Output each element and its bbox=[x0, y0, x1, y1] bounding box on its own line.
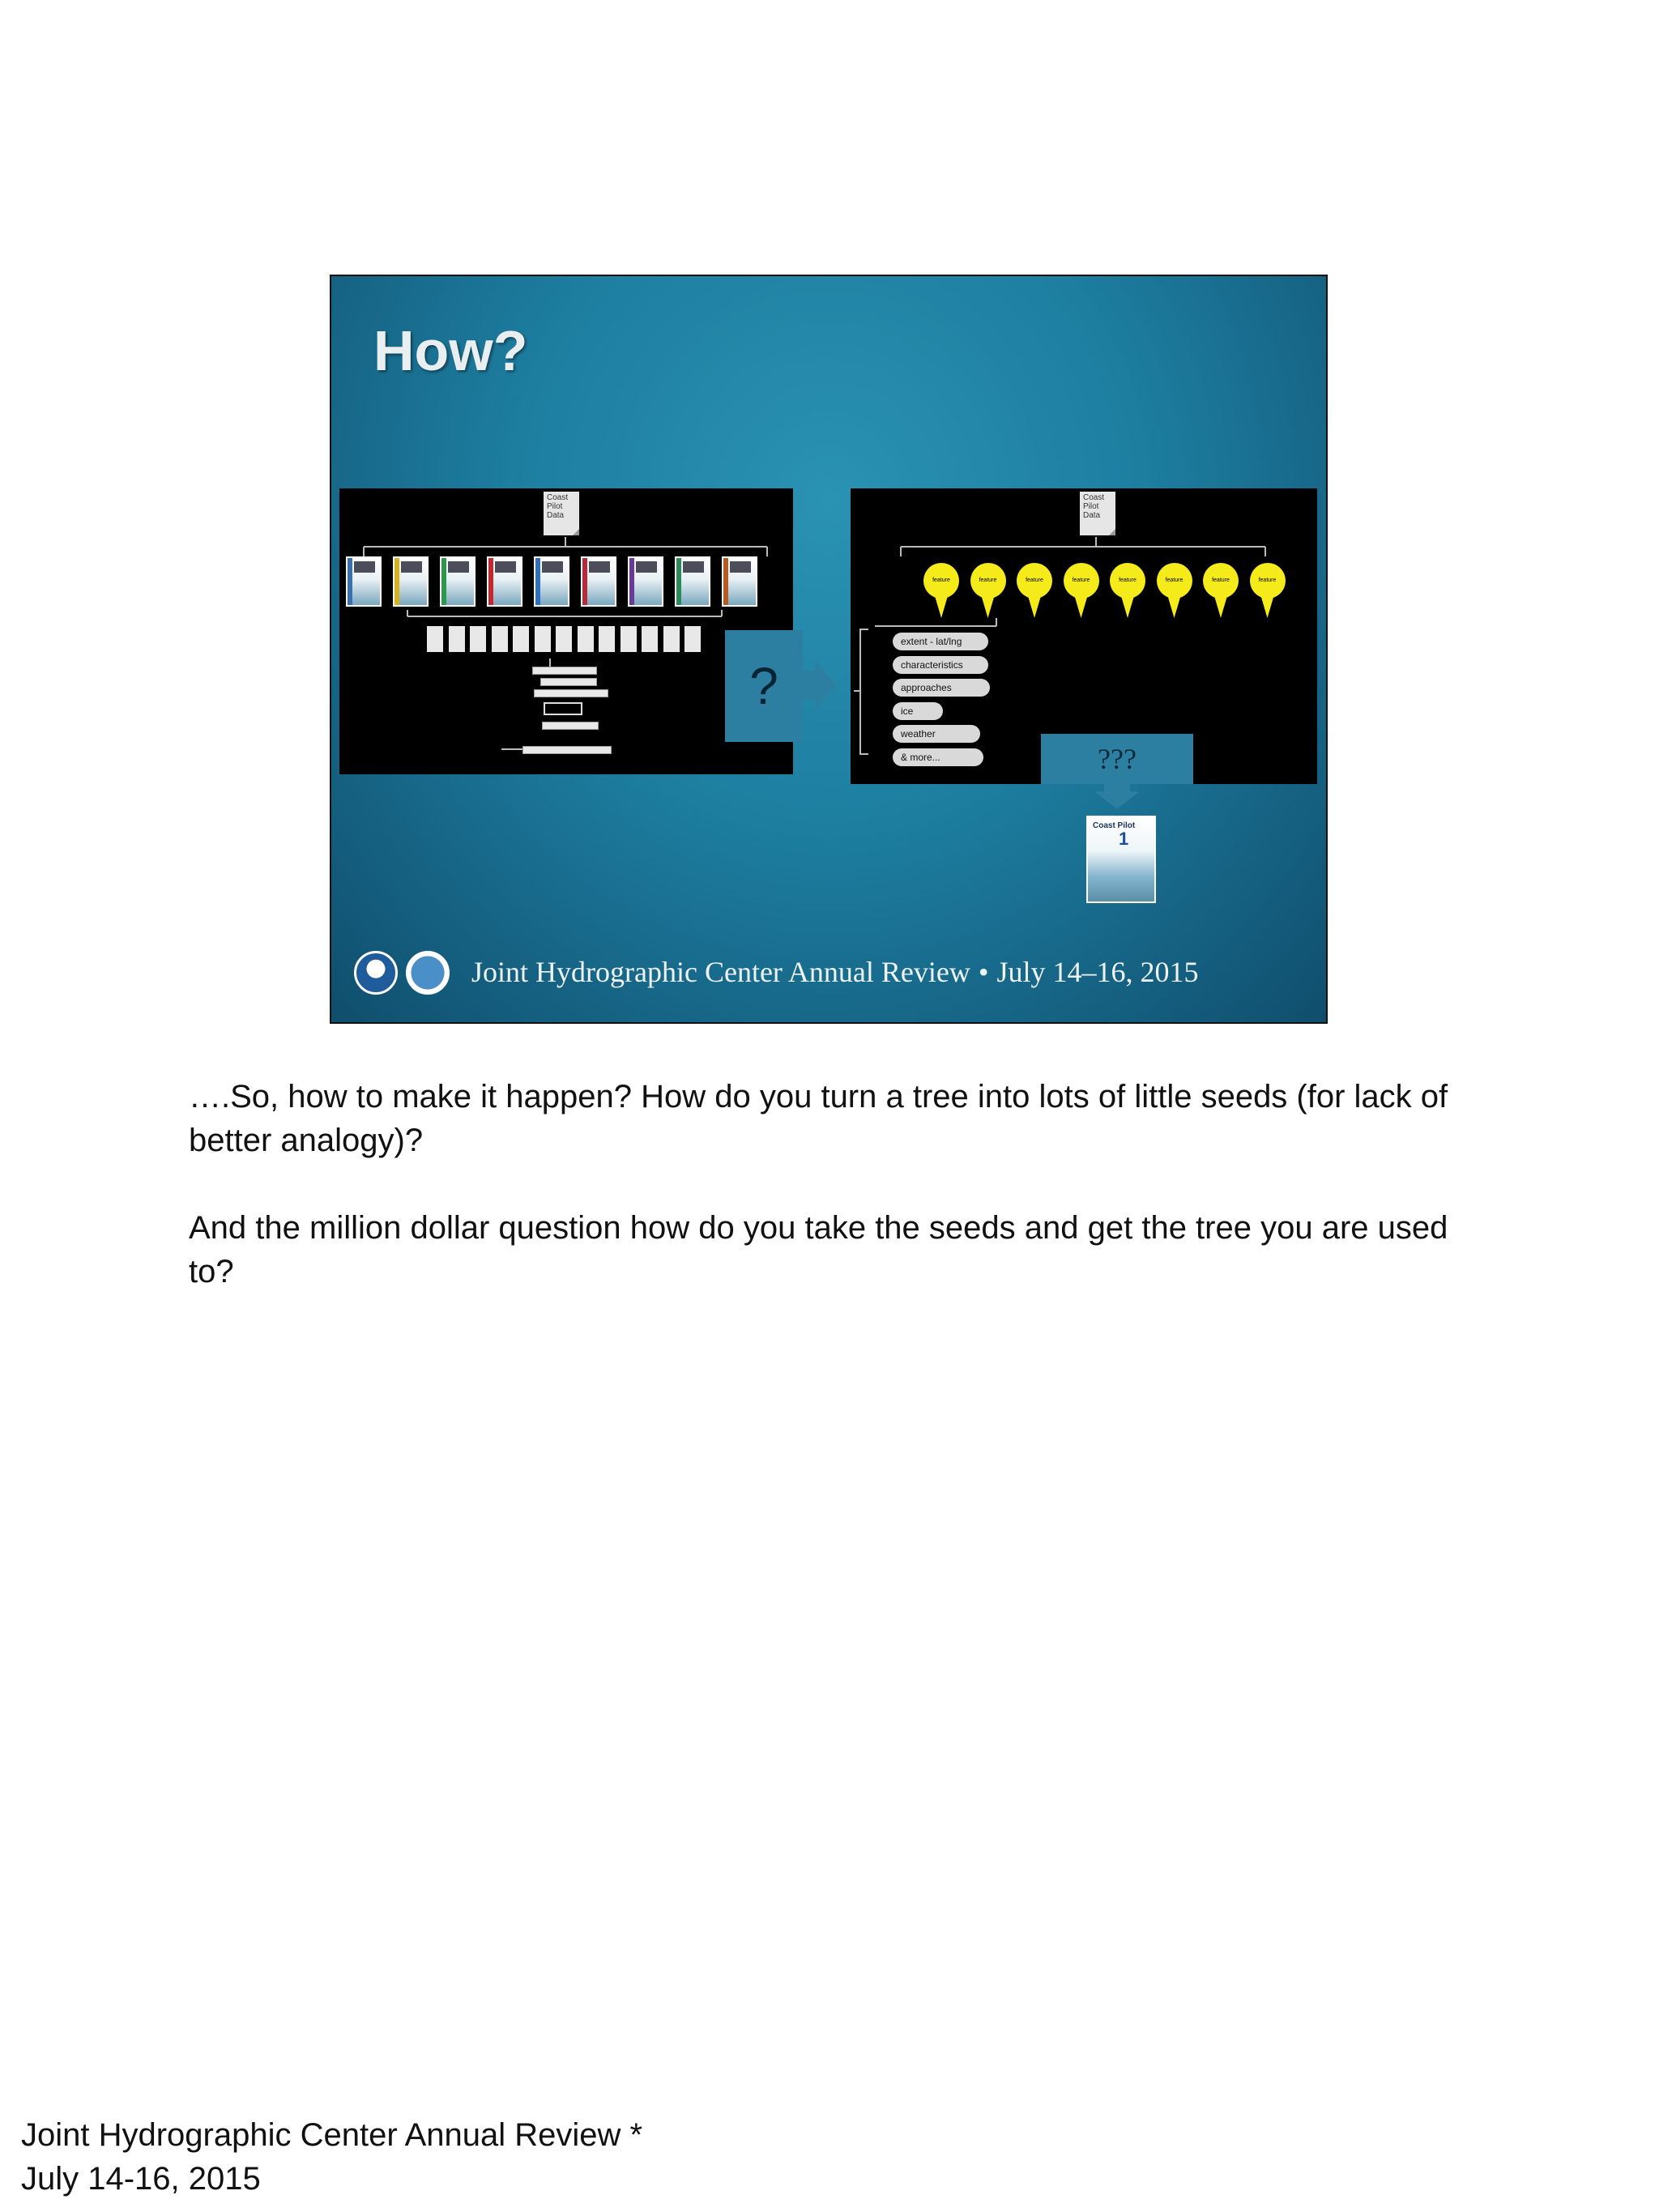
feature-pin-icon bbox=[970, 563, 1006, 620]
coast-pilot-book-cover bbox=[1086, 816, 1156, 903]
feature-pin-label: feature bbox=[970, 563, 1006, 599]
cover-title-mark bbox=[683, 561, 704, 573]
section-box bbox=[522, 746, 612, 754]
cover-title-mark bbox=[636, 561, 657, 573]
cover-band bbox=[488, 558, 493, 605]
down-arrow-icon bbox=[1095, 780, 1139, 809]
feature-pin-icon bbox=[1250, 563, 1286, 620]
attribute-pill: characteristics bbox=[893, 656, 988, 674]
chapter-document-icon bbox=[492, 626, 508, 652]
question-mark-box: ? bbox=[725, 630, 803, 742]
section-box bbox=[532, 667, 597, 675]
cover-title-mark bbox=[495, 561, 516, 573]
feature-pin-label: feature bbox=[1203, 563, 1239, 599]
slide-footer bbox=[471, 955, 1199, 989]
feature-pin-label: feature bbox=[1250, 563, 1286, 599]
volume-cover-icon bbox=[675, 556, 710, 607]
page-footer-line1: Joint Hydrographic Center Annual Review * bbox=[21, 2117, 643, 2153]
slide-image bbox=[330, 275, 1328, 1024]
book-number: 1 bbox=[1119, 829, 1129, 849]
cover-band bbox=[535, 558, 540, 605]
volume-cover-icon bbox=[440, 556, 476, 607]
cover-title-mark bbox=[730, 561, 751, 573]
cover-title-mark bbox=[589, 561, 610, 573]
root-document: Coast Pilot Data bbox=[544, 492, 579, 535]
book-title: Coast Pilot bbox=[1093, 821, 1136, 830]
volume-cover-icon bbox=[581, 556, 616, 607]
feature-pin-icon bbox=[1064, 563, 1099, 620]
chapter-document-icon bbox=[513, 626, 529, 652]
cover-band bbox=[441, 558, 446, 605]
attribute-pill: & more... bbox=[893, 748, 983, 766]
notes-paragraph: And the million dollar question how do you take the seeds and get the tree you are used to? bbox=[189, 1210, 1448, 1289]
cover-title-mark bbox=[448, 561, 469, 573]
chapter-document-icon bbox=[684, 626, 701, 652]
chapter-document-icon bbox=[556, 626, 572, 652]
cover-band bbox=[394, 558, 399, 605]
section-box bbox=[540, 678, 597, 686]
cover-title-mark bbox=[542, 561, 563, 573]
feature-pin-icon bbox=[1017, 563, 1052, 620]
chapter-document-icon bbox=[642, 626, 658, 652]
cover-band bbox=[582, 558, 587, 605]
slide-footer-separator: • bbox=[978, 956, 989, 988]
speaker-notes bbox=[189, 1075, 1485, 1337]
feature-pin-icon bbox=[1203, 563, 1239, 620]
page-footer-line2: July 14-16, 2015 bbox=[21, 2161, 261, 2197]
chapter-document-icon bbox=[535, 626, 551, 652]
volume-cover-icon bbox=[722, 556, 757, 607]
cover-band bbox=[723, 558, 728, 605]
page-footer bbox=[21, 2113, 642, 2201]
feature-pin-icon bbox=[1157, 563, 1192, 620]
feature-pin-label: feature bbox=[1017, 563, 1052, 599]
noaa-logo-icon bbox=[354, 951, 398, 995]
chapter-document-icon bbox=[427, 626, 443, 652]
root-document: Coast Pilot Data bbox=[1080, 492, 1115, 535]
attribute-pill: weather bbox=[893, 725, 980, 743]
feature-pin-label: feature bbox=[1157, 563, 1192, 599]
notes-paragraph: ….So, how to make it happen? How do you turn a tree into lots of little seeds (for lack of better analogy)? bbox=[189, 1079, 1448, 1158]
section-box bbox=[534, 689, 608, 697]
chapter-document-icon bbox=[663, 626, 680, 652]
chapter-document-icon bbox=[578, 626, 594, 652]
volume-cover-icon bbox=[487, 556, 522, 607]
slide-footer-dates: July 14–16, 2015 bbox=[996, 956, 1199, 988]
chapter-document-icon bbox=[470, 626, 486, 652]
cover-band bbox=[348, 558, 352, 605]
section-box bbox=[544, 702, 582, 715]
feature-pin-label: feature bbox=[923, 563, 959, 599]
cover-title-mark bbox=[401, 561, 422, 573]
attribute-pill: extent - lat/lng bbox=[893, 633, 988, 650]
attribute-pill: ice bbox=[893, 702, 943, 720]
cover-band bbox=[676, 558, 681, 605]
volume-cover-icon bbox=[534, 556, 569, 607]
slide-footer-title: Joint Hydrographic Center Annual Review bbox=[471, 956, 970, 988]
cover-band bbox=[629, 558, 634, 605]
slide-title: How? bbox=[373, 319, 528, 382]
volume-cover-icon bbox=[628, 556, 663, 607]
chapter-document-icon bbox=[449, 626, 465, 652]
section-box bbox=[542, 722, 599, 730]
chapter-document-icon bbox=[599, 626, 615, 652]
feature-pin-label: feature bbox=[1110, 563, 1145, 599]
chapter-document-icon bbox=[621, 626, 637, 652]
cover-title-mark bbox=[354, 561, 375, 573]
volume-cover-icon bbox=[346, 556, 382, 607]
volume-cover-icon bbox=[393, 556, 429, 607]
feature-pin-icon bbox=[923, 563, 959, 620]
feature-pin-icon bbox=[1110, 563, 1145, 620]
triple-question-box: ??? bbox=[1041, 734, 1193, 784]
coast-survey-logo-icon bbox=[406, 951, 450, 995]
attribute-pill: approaches bbox=[893, 679, 990, 697]
feature-pin-label: feature bbox=[1064, 563, 1099, 599]
